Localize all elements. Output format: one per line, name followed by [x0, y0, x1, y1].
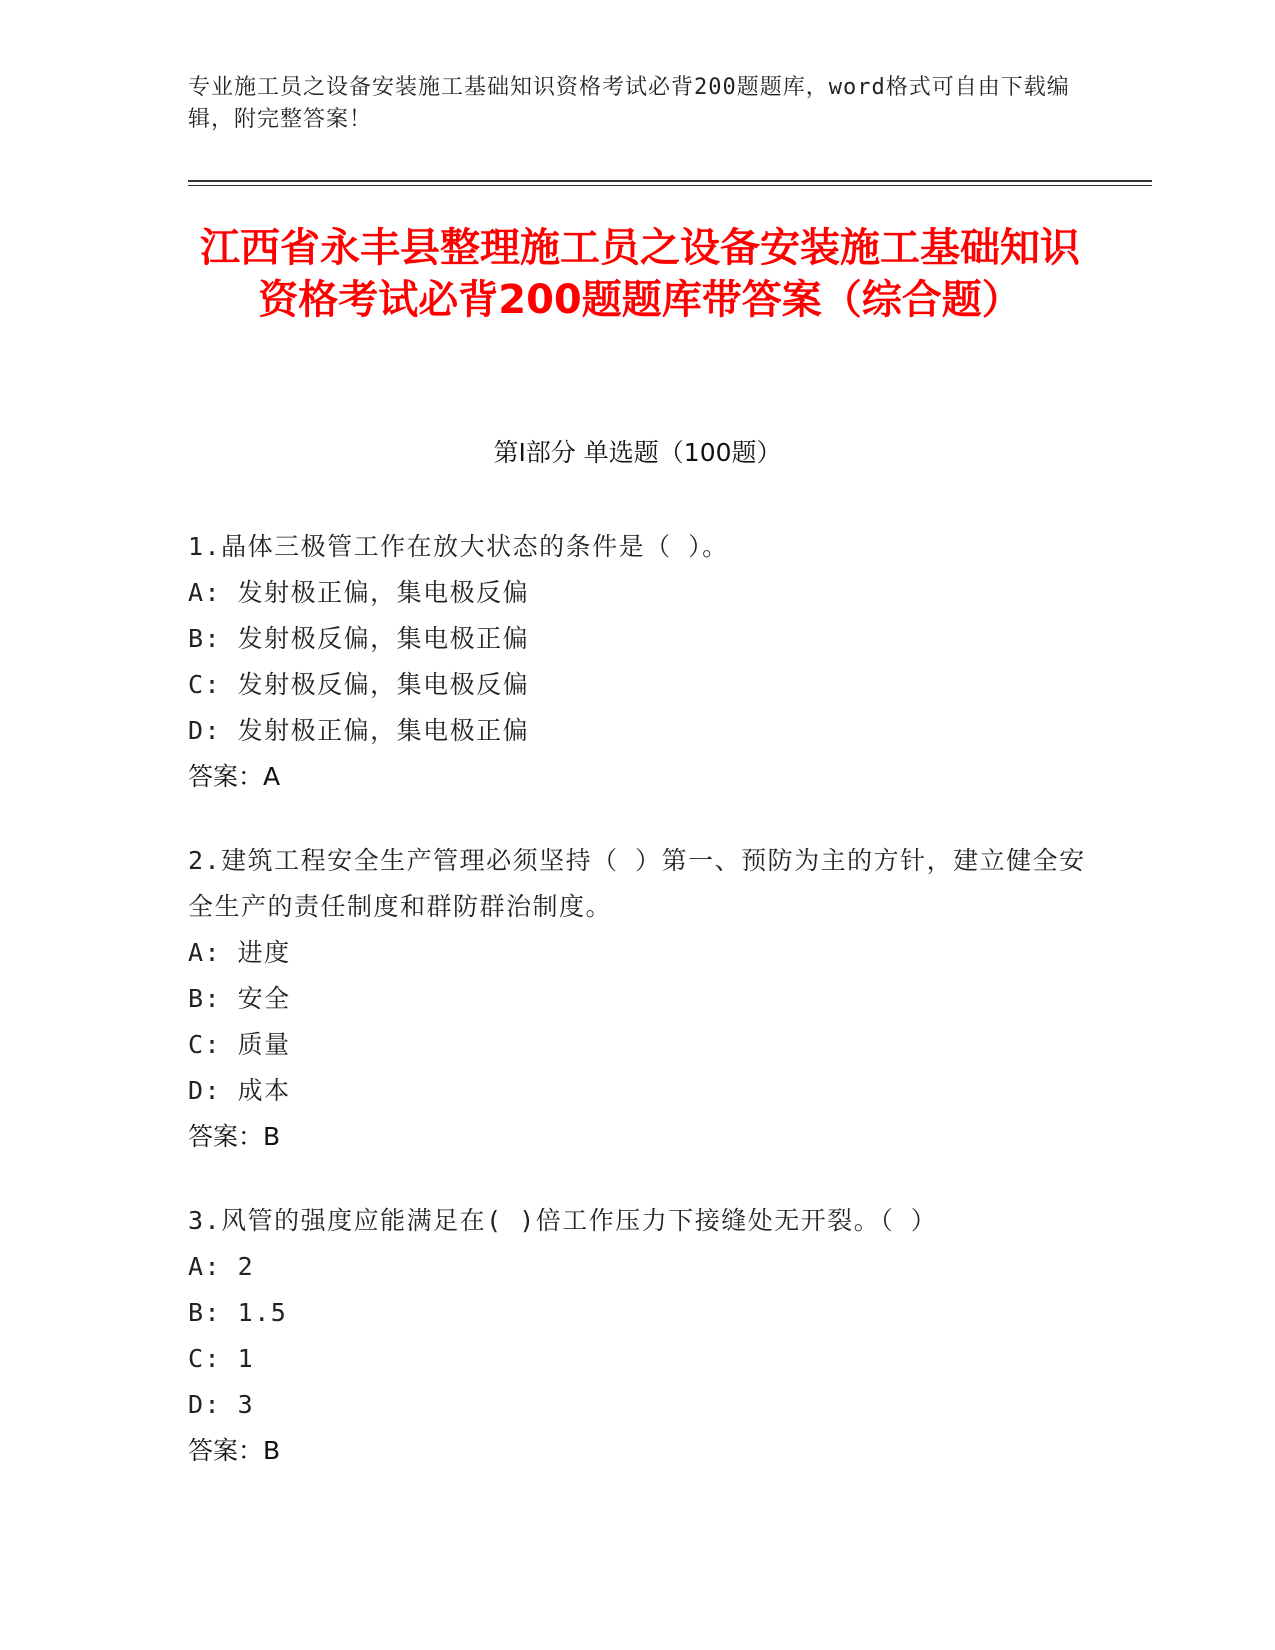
- option-a: A: 2: [188, 1252, 255, 1281]
- option-b: B: 1.5: [188, 1298, 288, 1327]
- option-b: B: 安全: [188, 984, 291, 1013]
- option-a: A: 发射极正偏，集电极反偏: [188, 578, 530, 607]
- option-d: D: 成本: [188, 1076, 291, 1105]
- document-title: 江西省永丰县整理施工员之设备安装施工基础知识资格考试必背200题题库带答案（综合题）: [200, 225, 1080, 323]
- question-stem: 2.建筑工程安全生产管理必须坚持（ ）第一、预防为主的方针，建立健全安全生产的责任制度和群防群治制度。: [188, 846, 1086, 921]
- answer-line: 答案：A: [188, 762, 281, 791]
- question-list: [188, 524, 1088, 1512]
- option-c: C: 1: [188, 1344, 255, 1373]
- question-item: [188, 1198, 1088, 1474]
- option-b: B: 发射极反偏，集电极正偏: [188, 624, 530, 653]
- question-item: [188, 524, 1088, 800]
- answer-line: 答案：B: [188, 1122, 281, 1151]
- option-d: D: 发射极正偏，集电极正偏: [188, 716, 530, 745]
- header-divider-thin: [188, 185, 1152, 186]
- section-title: 第I部分 单选题（100题）: [493, 438, 782, 467]
- option-d: D: 3: [188, 1390, 255, 1419]
- header-divider-thick: [188, 180, 1152, 182]
- answer-line: 答案：B: [188, 1436, 281, 1465]
- question-stem: 1.晶体三极管工作在放大状态的条件是（ ）。: [188, 532, 729, 561]
- option-a: A: 进度: [188, 938, 291, 967]
- option-c: C: 发射极反偏，集电极反偏: [188, 670, 530, 699]
- question-stem: 3.风管的强度应能满足在( )倍工作压力下接缝处无开裂。（ ）: [188, 1206, 938, 1235]
- question-item: [188, 838, 1088, 1160]
- header-note: 专业施工员之设备安装施工基础知识资格考试必背200题题库，word格式可自由下载编辑，附完整答案！: [188, 75, 1070, 132]
- option-c: C: 质量: [188, 1030, 291, 1059]
